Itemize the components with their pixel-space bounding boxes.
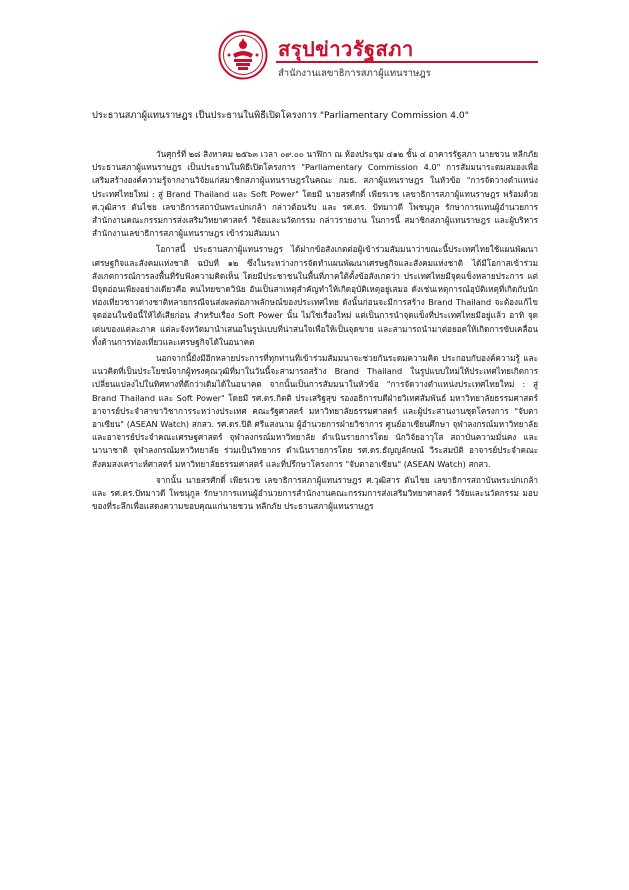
- article-paragraph: นอกจากนี้ยังมีอีกหลายประการที่ทุกท่านที่เข้าร่วมสัมมนาจะช่วยกันระดมความคิด ประกอบกับองค์ความรู้ และแนวคิดที่เป็นประโยชน์จากผู้ทรงคุณวุฒิที่มาในวันนี้จะสามารถสร้าง Brand Thailand ในรูปแบบใหม่ให้ประเทศไทยเกิดการเปลี่ยนแปลงไปในทิศทางที่ดีกว่าเดิมได้ในอนาคต จากนั้นเป็นการสัมมนาในหัวข้อ "การจัดวางตำแหน่งประเทศไทยใหม่ : สู่ Brand Thailand และ Soft Power" โดยมี รศ.ดร.กิตติ ประเสริฐสุข รองอธิการบดีฝ่ายวิเทศสัมพันธ์ มหาวิทยาลัยธรรมศาสตร์ อาจารย์ประจำสาขาวิชาการระหว่างประเทศ คณะรัฐศาสตร์ มหาวิทยาลัยธรรมศาสตร์ และผู้ประสานงานชุดโครงการ "จับตาอาเซียน" (ASEAN Watch) สกสว. รศ.ดร.ปิติ ศรีแสงนาม ผู้อำนวยการฝ่ายวิชาการ ศูนย์อาเซียนศึกษา จุฬาลงกรณ์มหาวิทยาลัย และอาจารย์ประจำคณะเศรษฐศาสตร์ จุฬาลงกรณ์มหาวิทยาลัย ดำเนินรายการโดย นักวิจัยอาวุโส สถาบันความมั่นคง และนานาชาติ จุฬาลงกรณ์มหาวิทยาลัย ร่วมเป็นวิทยากร ดำเนินรายการโดย รศ.ดร.ธัญญลักษณ์ วีระสมบัติ อาจารย์ประจำคณะสังคมสงเคราะห์ศาสตร์ มหาวิทยาลัยธรรมศาสตร์ และที่ปรึกษาโครงการ "จับตาอาเซียน" (ASEAN Watch) สกสว.: [92, 353, 538, 469]
- parliament-seal-icon: [218, 30, 268, 80]
- article-paragraph: วันศุกร์ที่ ๒๘ สิงหาคม ๒๕๖๓ เวลา ๐๙.๐๐ นาฬิกา ณ ห้องประชุม ๔๑๒ ชั้น ๔ อาคารรัฐสภา นายชวน หลีกภัย ประธานสภาผู้แทนราษฎร เป็นประธานในพิธีเปิดโครงการ "Parliamentary Commission 4.0" การสัมมนาระดมสมองเพื่อเสริมสร้างองค์ความรู้จากงานวิจัยแก่สมาชิกสภาผู้แทนราษฎรในคณะ กมธ. สภาผู้แทนราษฎร ในหัวข้อ "การจัดวางตำแหน่งประเทศไทยใหม่ : สู่ Brand Thailand และ Soft Power" โดยมี นายสรศักดิ์ เพียรเวช เลขาธิการสภาผู้แทนราษฎร พร้อมด้วย ศ.วุฒิสาร ตันไชย เลขาธิการสถาบันพระปกเกล้า กล่าวต้อนรับ และ รศ.ดร. ปัทมาวดี โพชนุกูล รักษาการแทนผู้อำนวยการสำนักงานคณะกรรมการส่งเสริมวิทยาศาสตร์ วิจัยและนวัตกรรม กล่าวรายงาน ในการนี้ สมาชิกสภาผู้แทนราษฎร และผู้บริหารสำนักงานเลขาธิการสภาผู้แทนราษฎร เข้าร่วมสัมมนา: [92, 149, 538, 239]
- brand-divider: [276, 61, 538, 63]
- page-header: [218, 30, 548, 85]
- article-paragraph: โอกาสนี้ ประธานสภาผู้แทนราษฎร ได้ฝากข้อสังเกตต่อผู้เข้าร่วมสัมมนาว่าขณะนี้ประเทศไทยใช้แผนพัฒนาเศรษฐกิจและสังคมแห่งชาติ ฉบับที่ ๑๒ ซึ่งในระหว่างการจัดทำแผนพัฒนาเศรษฐกิจและสังคมแห่งชาติ ได้มีโอกาสเข้าร่วมสังเกตการณ์การลงพื้นที่รับฟังความคิดเห็น โดยมีประชาชนในพื้นที่ภาคใต้ตั้งข้อสังเกตว่า ประเทศไทยมีจุดแข็งหลายประการ แต่มีจุดอ่อนเพียงอย่างเดียวคือ คนไทยขาดวินัย อันเป็นสาเหตุสำคัญทำให้เกิดอุบัติเหตุอยู่เสมอ ดังเช่นเหตุการณ์อุบัติเหตุที่เกิดกับนักท่องเที่ยวชาวต่างชาติหลายกรณีจนส่งผลต่อภาพลักษณ์ของประเทศไทย ดังนั้นก่อนจะมีการสร้าง Brand Thailand จะต้องแก้ไขจุดอ่อนในข้อนี้ให้ได้เสียก่อน สำหรับเรื่อง Soft Power นั้น ไม่ใช่เรื่องใหม่ แต่เป็นการนำจุดแข็งที่ประเทศไทยมีอยู่แล้ว อาทิ จุดเด่นของแต่ละภาค แต่ละจังหวัดมานำเสนอในรูปแบบที่น่าสนใจเพื่อให้เป็นจุดขาย และสามารถนำมาต่อยอดให้เกิดการขับเคลื่อน ทั้งด้านการท่องเที่ยวและเศรษฐกิจได้ในอนาคต: [92, 244, 538, 347]
- article-paragraph: จากนั้น นายสรศักดิ์ เพียรเวช เลขาธิการสภาผู้แทนราษฎร ศ.วุฒิสาร ตันไชย เลขาธิการสถาบันพระปกเกล้า และ รศ.ดร.ปัทมาวดี โพชนุกูล รักษาการแทนผู้อำนวยการสำนักงานคณะกรรมการส่งเสริมวิทยาศาสตร์ วิจัยและนวัตกรรม มอบของที่ระลึกเพื่อแสดงความขอบคุณแก่นายชวน หลีกภัย ประธานสภาผู้แทนราษฎร: [92, 474, 538, 512]
- article-body: [92, 148, 538, 516]
- news-headline: ประธานสภาผู้แทนราษฎร เป็นประธานในพิธีเปิดโครงการ "Parliamentary Commission 4.0": [92, 110, 469, 121]
- brand-title: สรุปข่าวรัฐสภา: [278, 37, 414, 61]
- brand-subtitle: สำนักงานเลขาธิการสภาผู้แทนราษฎร: [278, 68, 431, 79]
